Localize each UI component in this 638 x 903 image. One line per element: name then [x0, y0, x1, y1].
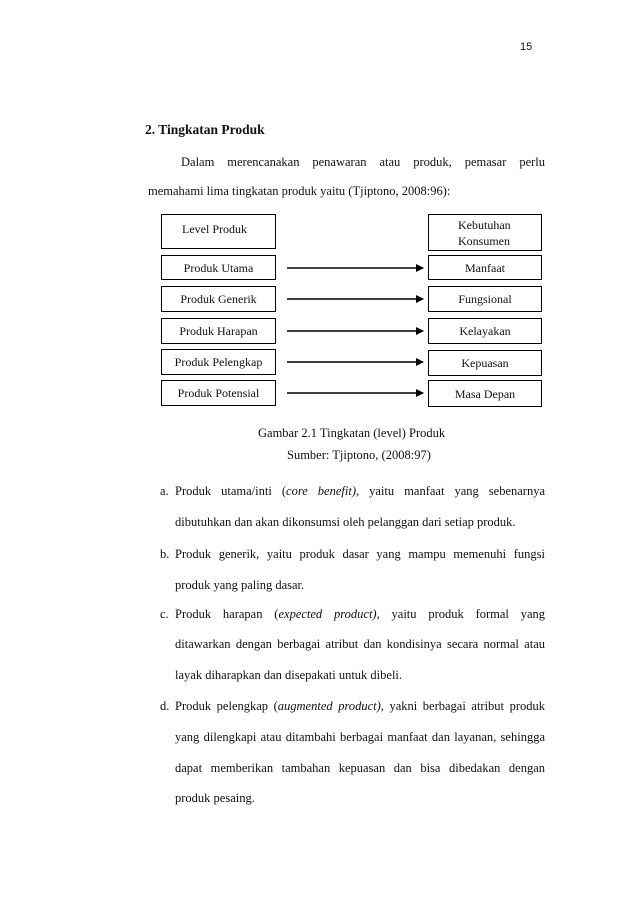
term-expected-product: expected product),: [278, 607, 380, 621]
term-augmented-product: augmented product),: [277, 699, 384, 713]
produk-potensial-box: Produk Potensial: [161, 380, 276, 406]
list-d-line-1: Produk pelengkap (augmented product), yakni berbagai atribut produk: [175, 699, 545, 713]
list-d-line-4: produk pesaing.: [175, 791, 255, 805]
kepuasan-box: Kepuasan: [428, 350, 542, 376]
produk-generik-box: Produk Generik: [161, 286, 276, 312]
list-a-line-2: dibutuhkan dan akan dikonsumsi oleh pelanggan dari setiap produk.: [175, 515, 516, 529]
manfaat-box: Manfaat: [428, 255, 542, 280]
list-letter-c: c.: [160, 607, 169, 621]
list-d-line-3: dapat memberikan tambahan kepuasan dan bisa dibedakan dengan: [175, 761, 545, 775]
list-c-line-2: ditawarkan dengan berbagai atribut dan kondisinya secara normal atau: [175, 637, 545, 651]
list-a-line-1: Produk utama/inti (core benefit), yaitu manfaat yang sebenarnya: [175, 484, 546, 498]
list-letter-b: b.: [160, 547, 170, 561]
figure-source: Sumber: Tjiptono, (2008:97): [287, 448, 431, 462]
produk-harapan-box: Produk Harapan: [161, 318, 276, 344]
list-c-line-3: layak diharapkan dan disepakati untuk dibeli.: [175, 668, 403, 682]
intro-line-2: memahami lima tingkatan produk yaitu (Tjiptono, 2008:96):: [148, 184, 451, 198]
term-core-benefit: core benefit),: [286, 484, 360, 498]
produk-pelengkap-box: Produk Pelengkap: [161, 349, 276, 375]
list-b-line-2: produk yang paling dasar.: [175, 578, 305, 592]
figure-caption: Gambar 2.1 Tingkatan (level) Produk: [258, 426, 446, 440]
list-letter-d: d.: [160, 699, 170, 713]
page-number: 15: [520, 41, 533, 53]
list-d-line-2: yang dilengkapi atau ditambahi berbagai manfaat dan layanan, sehingga: [175, 730, 545, 744]
masa-depan-box: Masa Depan: [428, 380, 542, 407]
intro-line-1: Dalam merencanakan penawaran atau produk, pemasar perlu: [181, 155, 545, 169]
list-letter-a: a.: [160, 484, 169, 498]
fungsional-box: Fungsional: [428, 286, 542, 312]
list-c-line-1: Produk harapan (expected product), yaitu produk formal yang: [175, 607, 545, 621]
kelayakan-box: Kelayakan: [428, 318, 542, 344]
level-produk-header: Level Produk: [161, 214, 276, 249]
kebutuhan-konsumen-header: Kebutuhan Konsumen: [428, 214, 542, 251]
produk-utama-box: Produk Utama: [161, 255, 276, 280]
section-heading: 2. Tingkatan Produk: [145, 122, 265, 137]
list-b-line-1: Produk generik, yaitu produk dasar yang mampu memenuhi fungsi: [175, 547, 545, 561]
